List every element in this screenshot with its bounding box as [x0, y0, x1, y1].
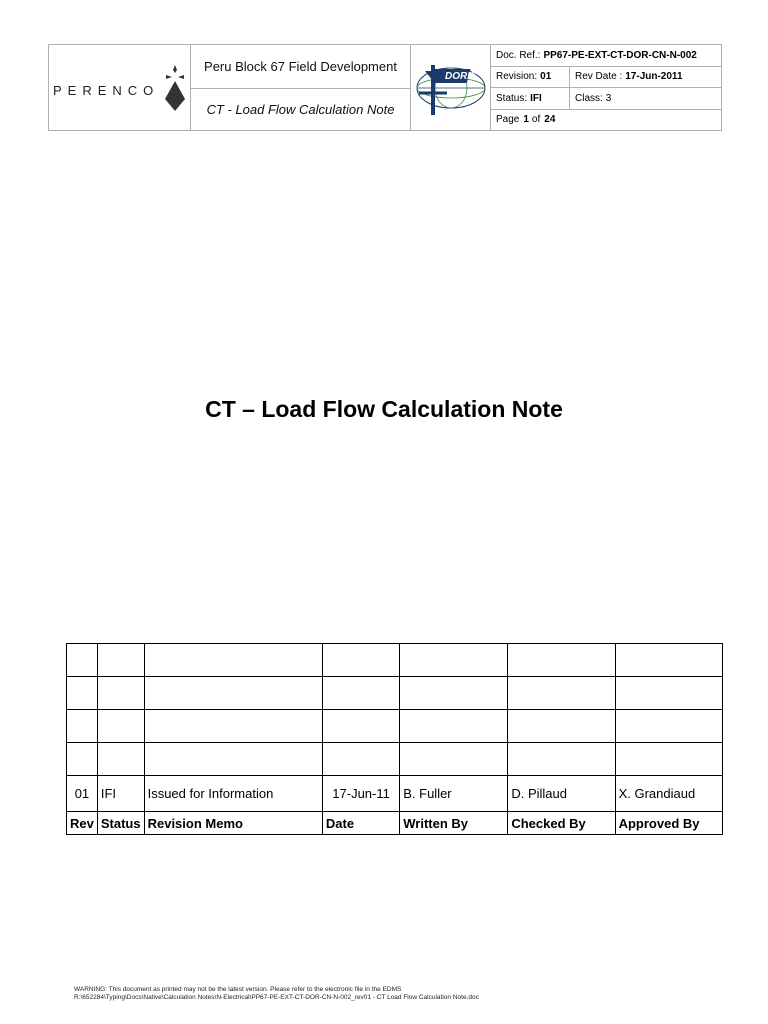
- table-cell: [615, 644, 722, 677]
- class-value: 3: [605, 92, 612, 104]
- doris-logo-cell: [411, 45, 491, 130]
- table-cell: Issued for Information: [144, 776, 322, 812]
- perenco-logo-text: PERENCO: [53, 83, 160, 98]
- doc-ref-value: PP67-PE-EXT-CT-DOR-CN-N-002: [543, 49, 697, 61]
- revision-row: [491, 67, 721, 89]
- table-cell: [322, 644, 399, 677]
- table-cell: [67, 677, 98, 710]
- table-cell: [67, 644, 98, 677]
- table-cell: [400, 644, 508, 677]
- status-row: [491, 88, 721, 110]
- table-header-cell: Rev: [67, 812, 98, 835]
- table-cell: D. Pillaud: [508, 776, 615, 812]
- table-cell: 17-Jun-11: [322, 776, 399, 812]
- doc-ref-row: [491, 45, 721, 67]
- page-current: 1: [523, 114, 529, 126]
- doc-ref-label: Doc. Ref.:: [496, 49, 541, 61]
- table-cell: [67, 743, 98, 776]
- perenco-logo-cell: [49, 45, 191, 130]
- doris-logo-icon: [411, 45, 490, 131]
- rev-date-value: 17-Jun-2011: [625, 71, 683, 83]
- page-of: of: [531, 114, 541, 126]
- footer-path: R:\652284\Typing\Docs\Native\Calculation Notes\N-Electrical\PP67-PE-EXT-CT-DOR-CN-N-002_rev01 - CT Load Flow Calculation Note.doc: [74, 994, 479, 1001]
- table-row: [67, 743, 723, 776]
- table-cell: [67, 710, 98, 743]
- table-cell: [144, 743, 322, 776]
- table-header-cell: Checked By: [508, 812, 615, 835]
- table-cell: [508, 710, 615, 743]
- table-cell: [144, 677, 322, 710]
- table-header-cell: Status: [97, 812, 144, 835]
- table-cell: [508, 677, 615, 710]
- table-header-cell: Date: [322, 812, 399, 835]
- table-cell: [615, 743, 722, 776]
- table-cell: [97, 677, 144, 710]
- table-cell: [615, 710, 722, 743]
- document-header: [48, 44, 722, 131]
- doris-logo-text: DORIS: [445, 71, 477, 82]
- footer-warning: WARNING: This document as printed may not be the latest version. Please refer to the electronic file in the EDMS: [74, 986, 402, 993]
- footer: [74, 986, 479, 1002]
- page-row: [491, 110, 721, 131]
- title-cell: [191, 45, 411, 130]
- table-cell: [97, 710, 144, 743]
- page-label: Page: [496, 114, 520, 126]
- table-cell: [400, 710, 508, 743]
- table-cell: [400, 677, 508, 710]
- table-cell: [508, 743, 615, 776]
- table-cell: [97, 644, 144, 677]
- table-row: [67, 710, 723, 743]
- table-cell: IFI: [97, 776, 144, 812]
- page-total: 24: [544, 114, 556, 126]
- class-label: Class:: [575, 92, 603, 104]
- table-row: [67, 644, 723, 677]
- status-label: Status:: [496, 92, 528, 104]
- table-header-row: [67, 812, 723, 835]
- table-cell: [322, 743, 399, 776]
- table-row: [67, 776, 723, 812]
- document-subtitle: CT - Load Flow Calculation Note: [206, 102, 395, 117]
- ermine-logo-icon: [163, 65, 187, 111]
- revision-label: Revision:: [496, 71, 538, 83]
- table-header-cell: Revision Memo: [144, 812, 322, 835]
- table-header-cell: Written By: [400, 812, 508, 835]
- table-cell: [615, 677, 722, 710]
- project-title: Peru Block 67 Field Development: [191, 45, 410, 89]
- table-cell: 01: [67, 776, 98, 812]
- table-header-cell: Approved By: [615, 812, 722, 835]
- table-cell: [144, 710, 322, 743]
- revision-table: [66, 643, 723, 835]
- table-cell: [508, 644, 615, 677]
- status-value: IFI: [530, 92, 542, 104]
- rev-date-label: Rev Date :: [575, 71, 623, 83]
- table-cell: X. Grandiaud: [615, 776, 722, 812]
- table-row: [67, 677, 723, 710]
- table-cell: [322, 710, 399, 743]
- table-cell: [400, 743, 508, 776]
- document-meta: [491, 45, 721, 130]
- revision-value: 01: [540, 71, 552, 83]
- main-title: CT – Load Flow Calculation Note: [205, 396, 563, 422]
- table-cell: [144, 644, 322, 677]
- table-cell: [97, 743, 144, 776]
- table-cell: B. Fuller: [400, 776, 508, 812]
- table-cell: [322, 677, 399, 710]
